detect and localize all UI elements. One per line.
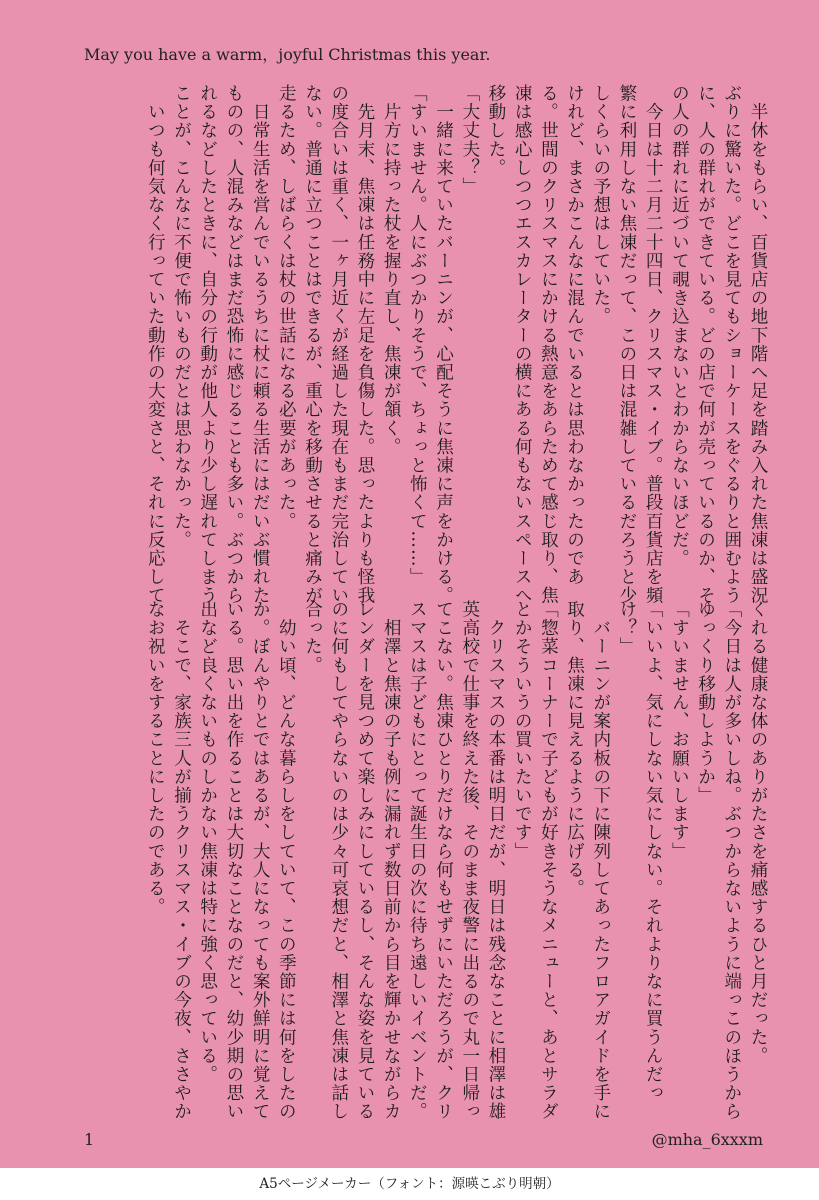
- text-column: れるなどしたときに、自分の行動が他人より少し遅れてしまう: [197, 84, 218, 605]
- text-column: 相澤と焦凍の子も例に漏れず数日前から目を輝かせながらカ: [381, 600, 402, 1121]
- text-column: とかそういうの買いたいです」: [512, 600, 533, 861]
- text-column: そこで、家族三人が揃うクリスマス・イブの今夜、ささやか: [171, 600, 192, 1121]
- text-block-bottom: [81, 600, 771, 1121]
- text-column: け？」: [616, 600, 637, 656]
- text-column: ゆっくり移動しようか」: [695, 600, 716, 805]
- text-column: いる。思い出を作ることは大切なことなのだと、幼少期の思い: [223, 600, 244, 1121]
- text-column: ものの、人混みなどはまだ恐怖に感じることも多い。ぶつから: [223, 84, 244, 605]
- text-column: 幼い頃、どんな暮らしをしていて、この季節には何をしたの: [276, 600, 297, 1121]
- text-column: 英高校で仕事を終えた後、そのまま夜警に出るので丸一日帰っ: [459, 600, 480, 1121]
- text-column: 一緒に来ていたバーニンが、心配そうに焦凍に声をかける。: [433, 84, 454, 605]
- page-number: 1: [84, 1130, 95, 1149]
- text-column: か。ぼんやりとではあるが、大人になっても案外鮮明に覚えて: [250, 600, 271, 1121]
- text-column: なお祝いをすることにしたのである。: [145, 600, 166, 917]
- text-column: 「すいません。人にぶつかりそうで、ちょっと怖くて……」: [407, 84, 428, 587]
- text-column: のに何もしてやらないのは少々可哀想だと、相澤と焦凍は話し: [328, 600, 349, 1121]
- text-column: 半休をもらい、百貨店の地下階へ足を踏み入れた焦凍は盛況: [748, 84, 768, 605]
- text-column: 「今日は人が多いしね。ぶつからないように端っこのほうから: [721, 600, 742, 1121]
- text-column: 「いいよ、気にしない気にしない。それよりなに買うんだっ: [643, 600, 664, 1103]
- text-column: 取り、焦凍に見えるように広げる。: [564, 600, 585, 898]
- text-column: ない。普通に立つことはできるが、重心を移動させると痛みが: [302, 84, 323, 605]
- header-greeting: May you have a warm，joyful Christmas this year.: [84, 45, 491, 64]
- text-column: スマスは子どもにとって誕生日の次に待ち遠しいイベントだ。: [407, 600, 428, 1121]
- text-column: 「すいません、お願いします」: [669, 600, 690, 861]
- text-column: 凍は感心しつつエスカレーターの横にある何もないスペースへ: [512, 84, 533, 605]
- text-column: に、人の群れができている。どの店で何が売っているのか、そ: [695, 84, 716, 605]
- text-column: 今日は十二月二十四日、クリスマス・イブ。普段百貨店を頻: [643, 84, 664, 605]
- text-column: 走るため、しばらくは杖の世話になる必要があった。: [276, 84, 297, 531]
- text-column: 合った。: [302, 600, 323, 675]
- text-column: 移動した。: [485, 84, 506, 177]
- text-column: 片方に持った杖を握り直し、焦凍が頷く。: [381, 84, 402, 456]
- text-block-top: [81, 84, 771, 605]
- text-column: けれど、まさかこんなに混んでいるとは思わなかったのであ: [564, 84, 585, 587]
- text-column: いつも何気なく行っていた動作の大変さと、それに反応して: [145, 84, 166, 605]
- text-column: レンダーを見つめて楽しみにしているし、そんな姿を見ている: [354, 600, 375, 1121]
- text-column: 出など良くないものしかない焦凍は特に強く思っている。: [197, 600, 218, 1084]
- text-column: 日常生活を営んでいるうちに杖に頼る生活にはだいぶ慣れた: [250, 84, 271, 605]
- text-column: てこない。焦凍ひとりだけなら何もせずにいただろうが、クリ: [433, 600, 454, 1121]
- text-column: の人の群れに近づいて覗き込まないとわからないほどだ。: [669, 84, 690, 568]
- text-column: 繁に利用しない焦凍だって、この日は混雑しているだろうと少: [616, 84, 637, 605]
- text-column: の度合いは重く、一ヶ月近くが経過した現在もまだ完治してい: [328, 84, 349, 605]
- text-column: バーニンが案内板の下に陳列してあったフロアガイドを手に: [590, 600, 611, 1121]
- text-column: しくらいの予想はしていた。: [590, 84, 611, 326]
- text-column: クリスマスの本番は明日だが、明日は残念なことに相澤は雄: [485, 600, 506, 1121]
- text-column: 先月末、焦凍は任務中に左足を負傷した。思ったよりも怪我: [354, 84, 375, 605]
- text-column: 「惣菜コーナーで子どもが好きそうなメニューと、あとサラダ: [538, 600, 559, 1121]
- text-column: くれる健康な体のありがたさを痛感するひと月だった。: [748, 600, 768, 1065]
- text-column: る。世間のクリスマスにかける熱意をあらためて感じ取り、焦: [538, 84, 559, 605]
- text-column: 「大丈夫？」: [459, 84, 480, 196]
- text-column: ことが、こんなに不便で怖いものだとは思わなかった。: [171, 84, 192, 549]
- footer-credit: A5ページメーカー（フォント：源暎こぶり明朝）: [259, 1176, 560, 1192]
- text-column: ぶりに驚いた。どこを見てもショーケースをぐるりと囲むよう: [721, 84, 742, 605]
- author-handle: @mha_6xxxm: [651, 1130, 763, 1149]
